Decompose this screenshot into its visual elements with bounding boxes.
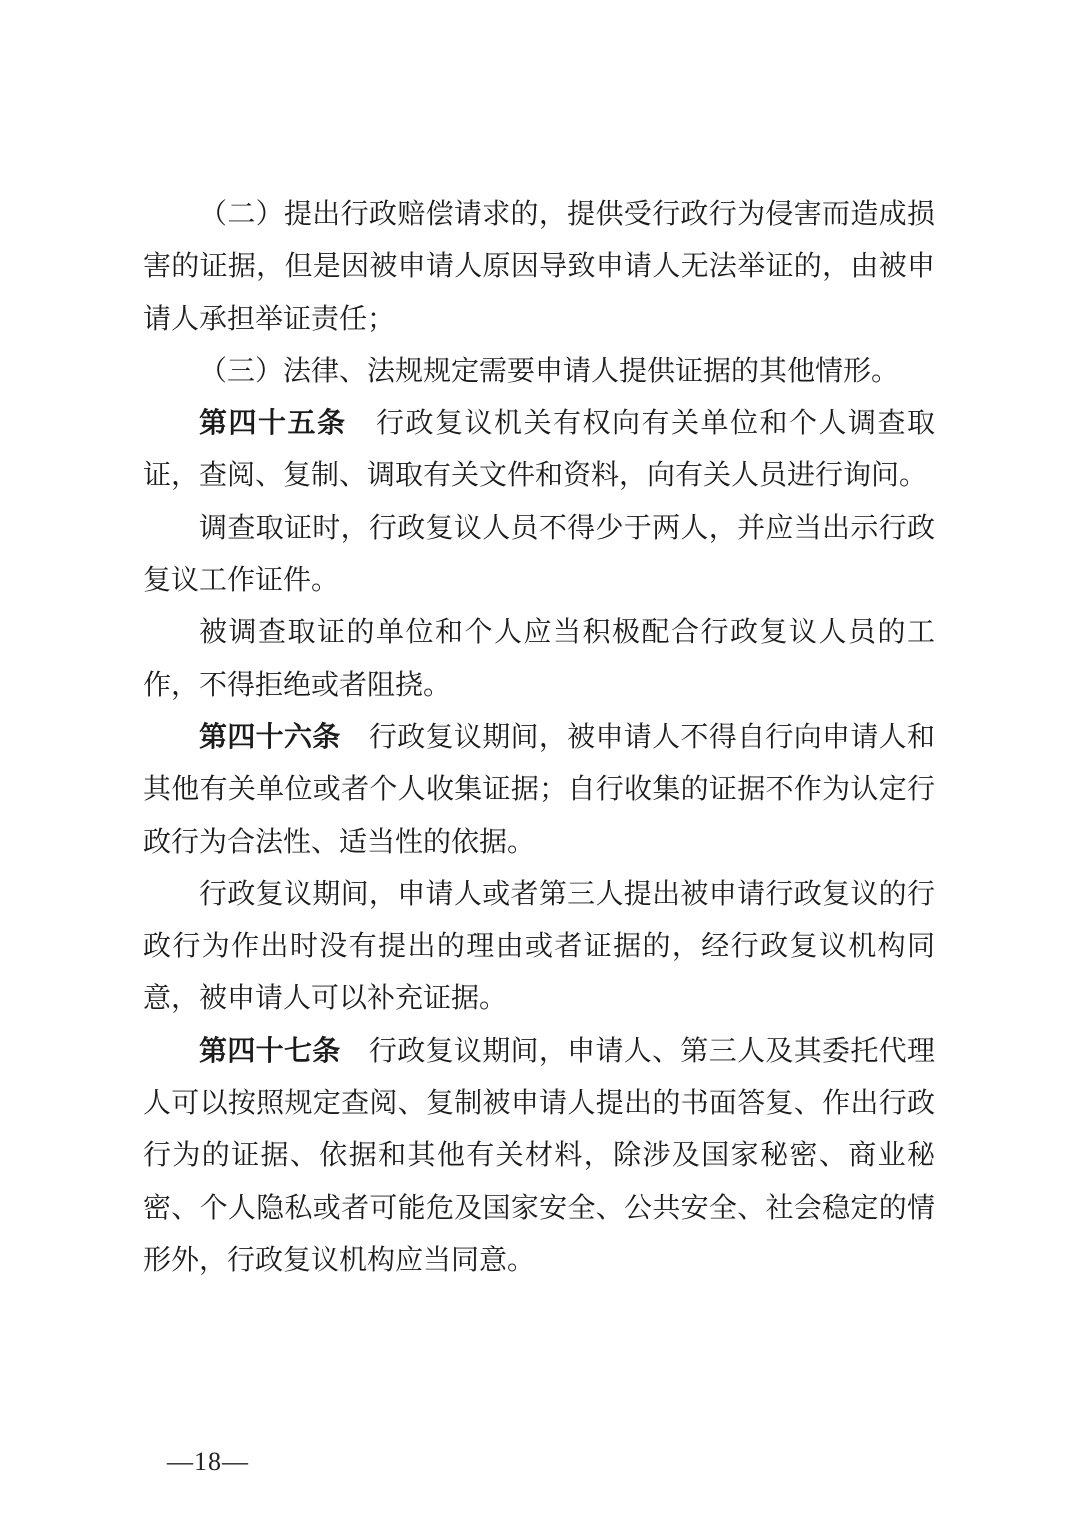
paragraph <box>143 712 935 869</box>
paragraph-text: 行政复议期间，被申请人不得自行向申请人和其他有关单位或者个人收集证据；自行收集的证据不作为认定行政行为合法性、适当性的依据。 <box>143 721 935 858</box>
article-number: 第四十六条 <box>199 721 341 753</box>
paragraph <box>143 346 935 398</box>
article-number: 第四十五条 <box>199 408 347 440</box>
paragraph <box>143 607 935 712</box>
paragraph-text: 行政复议期间，申请人、第三人及其委托代理人可以按照规定查阅、复制被申请人提出的书面答复、作出行政行为的证据、依据和其他有关材料，除涉及国家秘密、商业秘密、个人隐私或者可能危及国家安全、公共安全、社会稳定的情形外，行政复议机构应当同意。 <box>143 1035 935 1276</box>
article-number: 第四十七条 <box>199 1035 341 1067</box>
paragraph-text: （三）法律、法规规定需要申请人提供证据的其他情形。 <box>199 355 900 387</box>
paragraph <box>143 503 935 608</box>
paragraph-text: 被调查取证的单位和个人应当积极配合行政复议人员的工作，不得拒绝或者阻挠。 <box>143 617 935 701</box>
paragraph-text: （二）提出行政赔偿请求的，提供受行政行为侵害而造成损害的证据，但是因被申请人原因导致申请人无法举证的，由被申请人承担举证责任； <box>143 199 935 335</box>
paragraph <box>143 869 935 1026</box>
paragraph <box>143 189 935 346</box>
document-body <box>143 189 935 1287</box>
paragraph <box>143 398 935 503</box>
paragraph-text: 调查取证时，行政复议人员不得少于两人，并应当出示行政复议工作证件。 <box>143 512 935 597</box>
paragraph-text: 行政复议期间，申请人或者第三人提出被申请行政复议的行政行为作出时没有提出的理由或者证据的，经行政复议机构同意，被申请人可以补充证据。 <box>143 878 935 1015</box>
page-number: —18— <box>167 1447 249 1476</box>
paragraph-text: 行政复议机关有权向有关单位和个人调查取证，查阅、复制、调取有关文件和资料，向有关人员进行询问。 <box>143 408 935 492</box>
paragraph <box>143 1026 935 1287</box>
